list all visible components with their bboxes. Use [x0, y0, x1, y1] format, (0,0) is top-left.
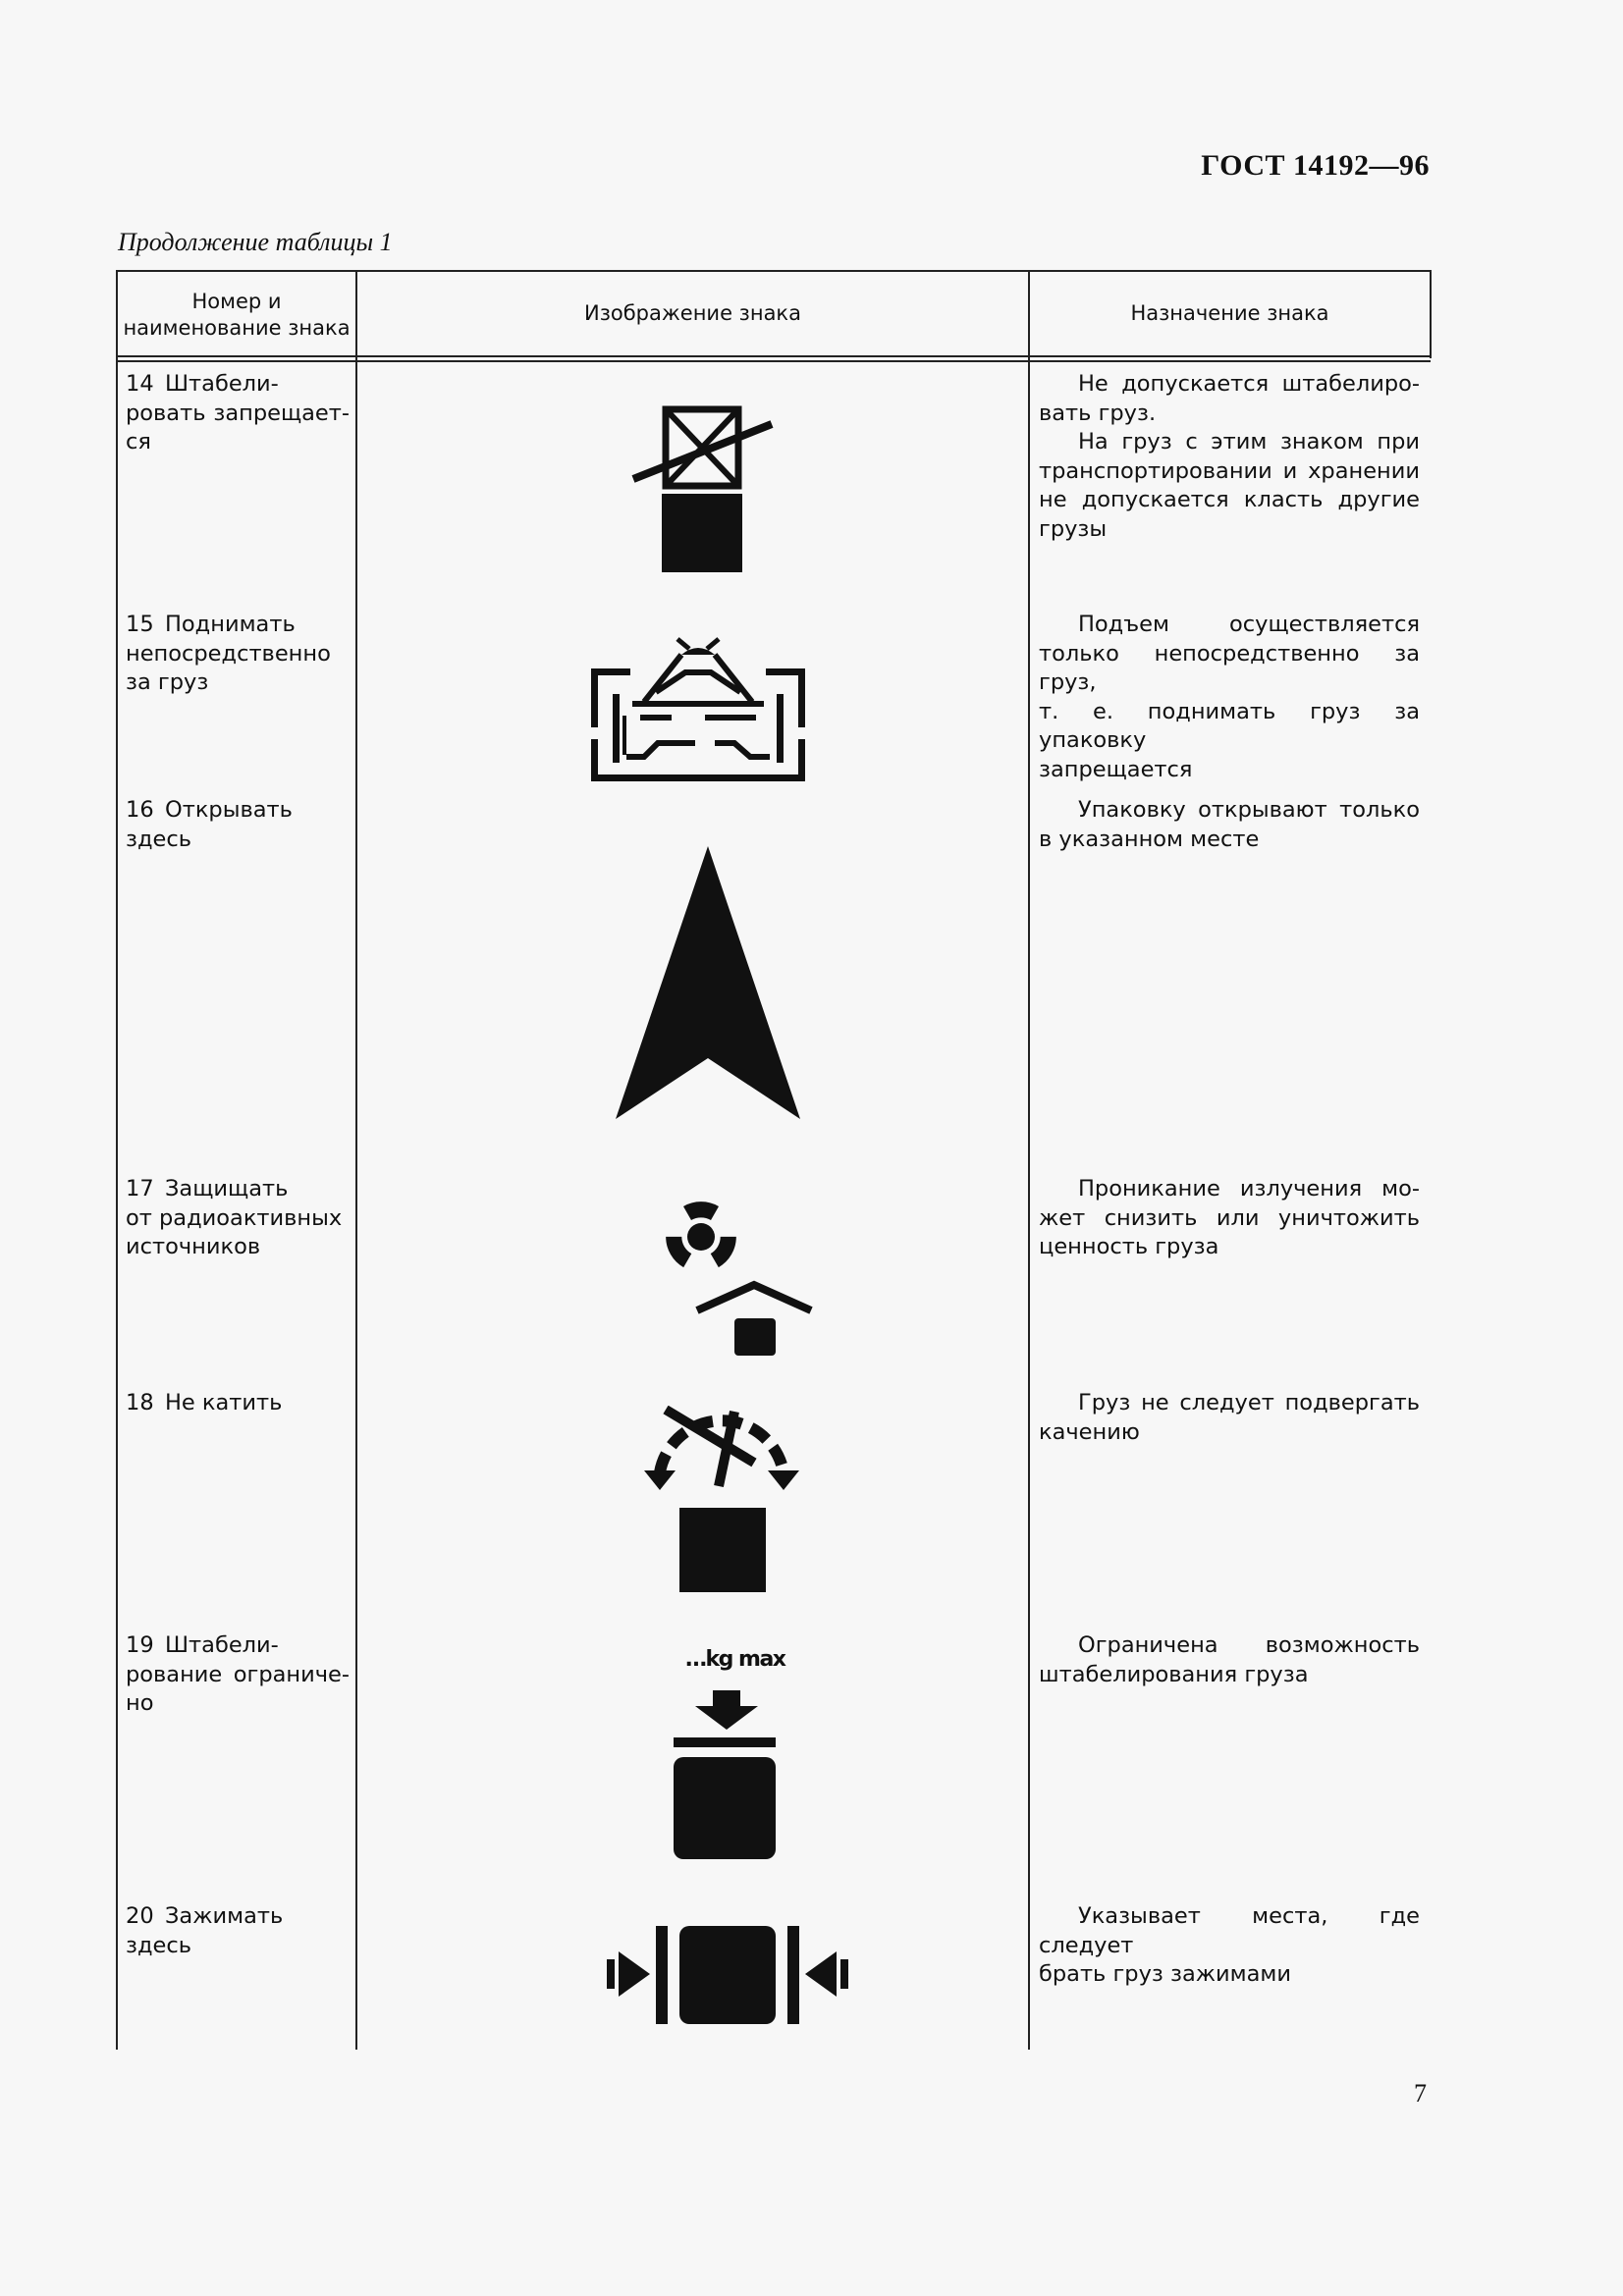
row-15-name: 15 Поднимать непосредственно за груз [126, 612, 331, 695]
row-20-name: 20 Зажимать здесь [126, 1903, 284, 1958]
table-col-divider-1 [355, 270, 357, 2050]
row-19-purpose: Ограничена возможность штабелирования груза [1039, 1632, 1420, 1687]
header-separator-2 [116, 360, 1431, 362]
row-20-purpose: Указывает места, где следует брать груз зажимами [1039, 1903, 1420, 1987]
radiation-protection-icon [650, 1183, 817, 1360]
page-number: 7 [1414, 2079, 1427, 2108]
kg-max-label: …kg max [685, 1647, 785, 1672]
row-14-purpose: Не допускается штабелиро- вать груз. На груз с этим знаком при транспортировании и хранении не допускается класть другие грузы [1039, 371, 1420, 542]
row-18-name: 18 Не катить [126, 1390, 283, 1415]
row-17-name: 17 Защищать от радиоактивных источников [126, 1176, 343, 1259]
table-top-border [116, 270, 1431, 272]
do-not-roll-icon [640, 1406, 803, 1594]
clamp-here-icon [605, 1922, 850, 2028]
no-stacking-icon [628, 400, 776, 577]
column-header-name: Номер и наименование знака [123, 290, 351, 341]
table-right-border [1430, 270, 1432, 358]
row-16-purpose: Упаковку открывают только в указанном месте [1039, 797, 1420, 852]
header-separator-1 [116, 355, 1431, 357]
row-14-name: 14 Штабели- ровать запрещает- ся [126, 371, 350, 454]
lift-directly-by-cargo-icon [587, 633, 809, 786]
row-18-purpose: Груз не следует подвергать качению [1039, 1390, 1420, 1445]
table-col-divider-2 [1028, 270, 1030, 2050]
row-15-purpose: Подъем осуществляется только непосредственно за груз, т. е. поднимать груз за упаковку запрещается [1039, 612, 1420, 782]
table-left-border [116, 270, 118, 2050]
standard-code: ГОСТ 14192—96 [1201, 149, 1430, 182]
open-here-arrow-icon [613, 844, 803, 1121]
table-continuation-caption: Продолжение таблицы 1 [118, 228, 393, 256]
limited-stacking-icon [670, 1686, 784, 1863]
row-19-name: 19 Штабели- рование ограниче- но [126, 1632, 350, 1716]
column-header-purpose: Назначение знака [1130, 301, 1329, 325]
row-17-purpose: Проникание излучения мо- жет снизить или уничтожить ценность груза [1039, 1176, 1420, 1259]
column-header-image: Изображение знака [583, 301, 801, 325]
row-16-name: 16 Открывать здесь [126, 797, 293, 852]
